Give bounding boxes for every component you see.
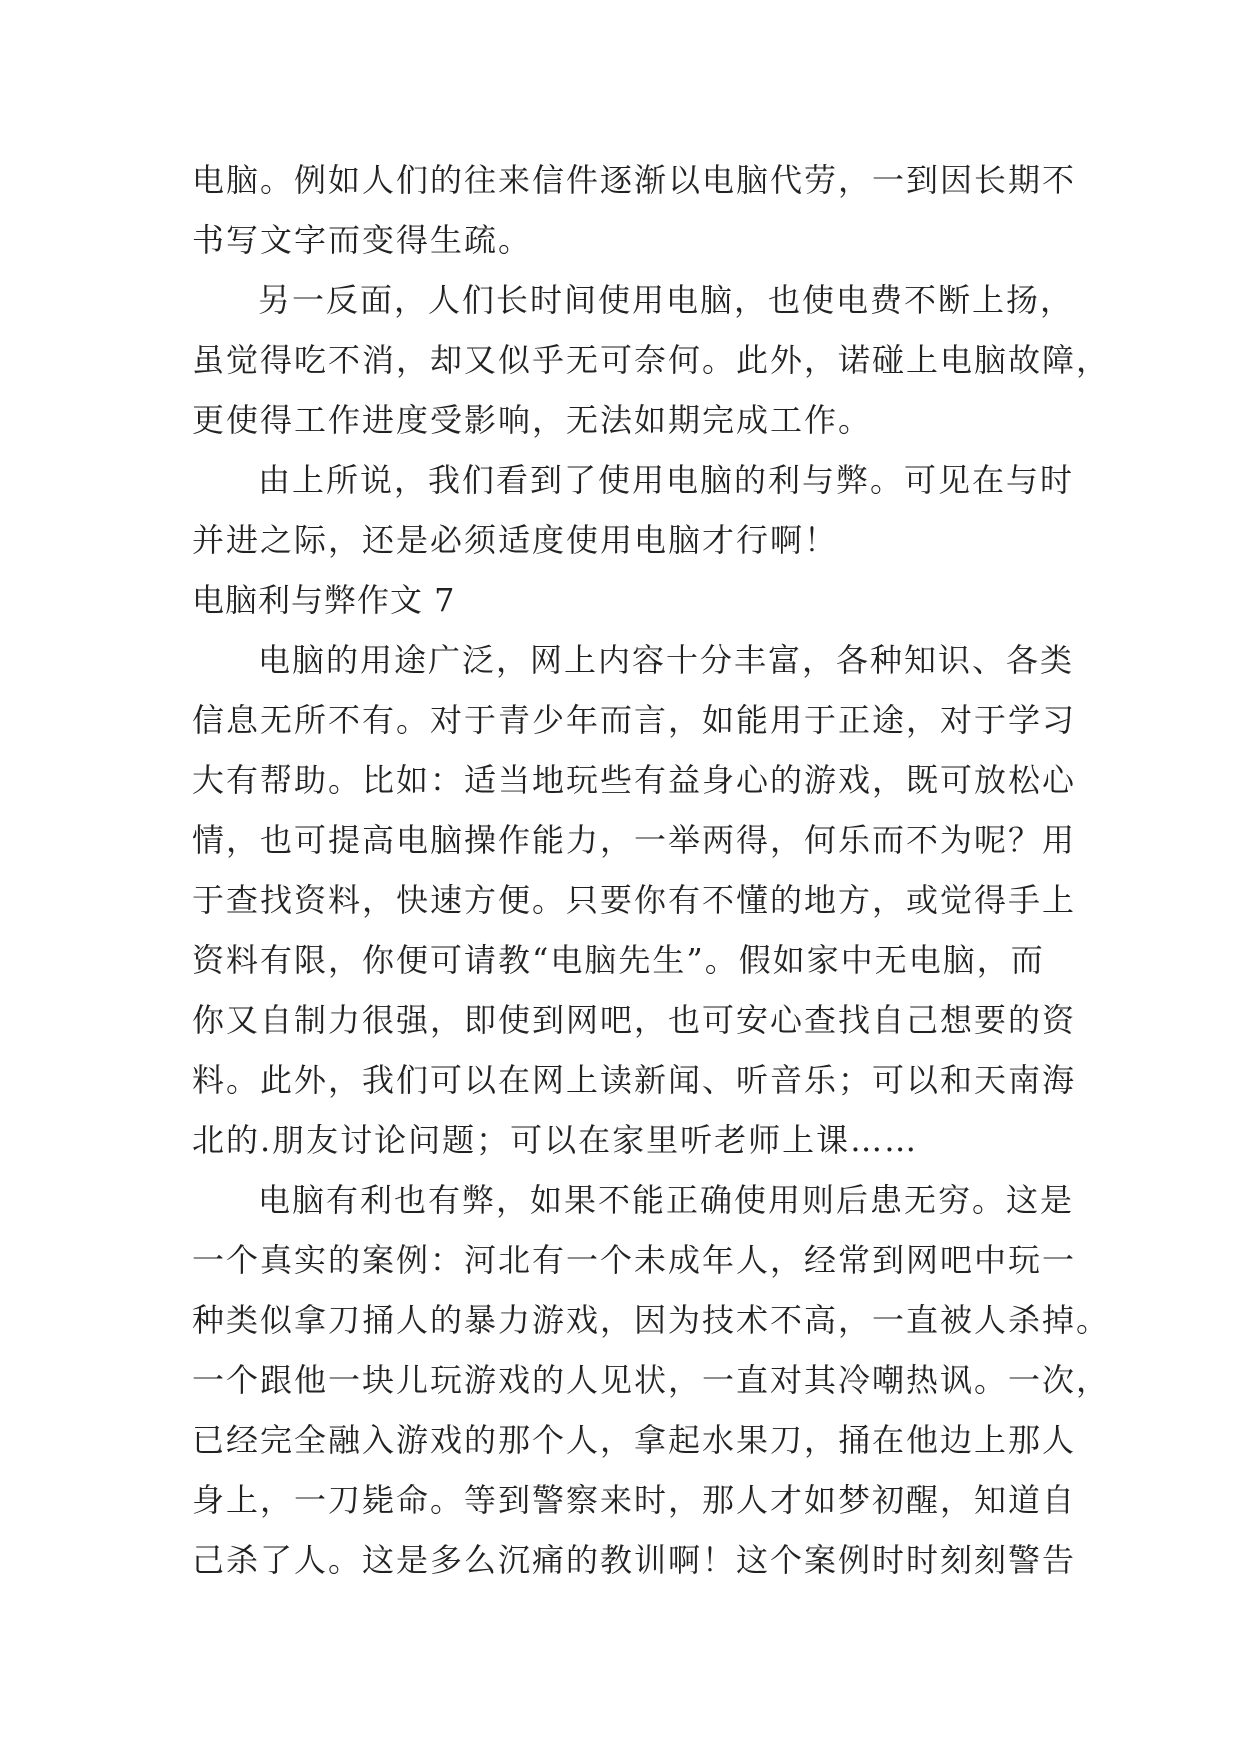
text-line: 并进之际，还是必须适度使用电脑才行啊！ xyxy=(192,521,839,559)
text-line: 电脑。例如人们的往来信件逐渐以电脑代劳，一到因长期不 xyxy=(192,161,1077,199)
text-line: 信息无所不有。对于青少年而言，如能用于正途，对于学习 xyxy=(192,701,1077,739)
text-line: 身上，一刀毙命。等到警察来时，那人才如梦初醒，知道自 xyxy=(192,1481,1077,1519)
text-line: 更使得工作进度受影响，无法如期完成工作。 xyxy=(192,401,873,439)
text-line: 资料有限，你便可请教“电脑先生”。假如家中无电脑，而 xyxy=(192,941,1045,979)
section-heading: 电脑利与弊作文 7 xyxy=(192,581,456,619)
text-line: 已经完全融入游戏的那个人，拿起水果刀，捅在他边上那人 xyxy=(192,1421,1077,1459)
text-line: 虽觉得吃不消，却又似乎无可奈何。此外，诺碰上电脑故障， xyxy=(192,341,1111,379)
text-line: 一个跟他一块儿玩游戏的人见状，一直对其冷嘲热讽。一次， xyxy=(192,1361,1111,1399)
text-line: 料。此外，我们可以在网上读新闻、听音乐；可以和天南海 xyxy=(192,1061,1077,1099)
text-line: 你又自制力很强，即使到网吧，也可安心查找自己想要的资 xyxy=(192,1001,1077,1039)
text-line: 电脑有利也有弊，如果不能正确使用则后患无穷。这是 xyxy=(258,1181,1075,1219)
text-line: 一个真实的案例：河北有一个未成年人，经常到网吧中玩一 xyxy=(192,1241,1077,1279)
text-line: 书写文字而变得生疏。 xyxy=(192,221,533,259)
text-line: 大有帮助。比如：适当地玩些有益身心的游戏，既可放松心 xyxy=(192,761,1077,799)
text-line: 由上所说，我们看到了使用电脑的利与弊。可见在与时 xyxy=(258,461,1075,499)
text-line: 另一反面，人们长时间使用电脑，也使电费不断上扬， xyxy=(258,281,1075,319)
text-line: 己杀了人。这是多么沉痛的教训啊！这个案例时时刻刻警告 xyxy=(192,1541,1077,1579)
text-line: 种类似拿刀捅人的暴力游戏，因为技术不高，一直被人杀掉。 xyxy=(192,1301,1111,1339)
text-line: 电脑的用途广泛，网上内容十分丰富，各种知识、各类 xyxy=(258,641,1075,679)
text-line: 情，也可提高电脑操作能力，一举两得，何乐而不为呢？用 xyxy=(192,821,1077,859)
document-body xyxy=(192,150,1111,1590)
text-line: 北的.朋友讨论问题；可以在家里听老师上课…… xyxy=(192,1121,919,1159)
text-line: 于查找资料，快速方便。只要你有不懂的地方，或觉得手上 xyxy=(192,881,1077,919)
